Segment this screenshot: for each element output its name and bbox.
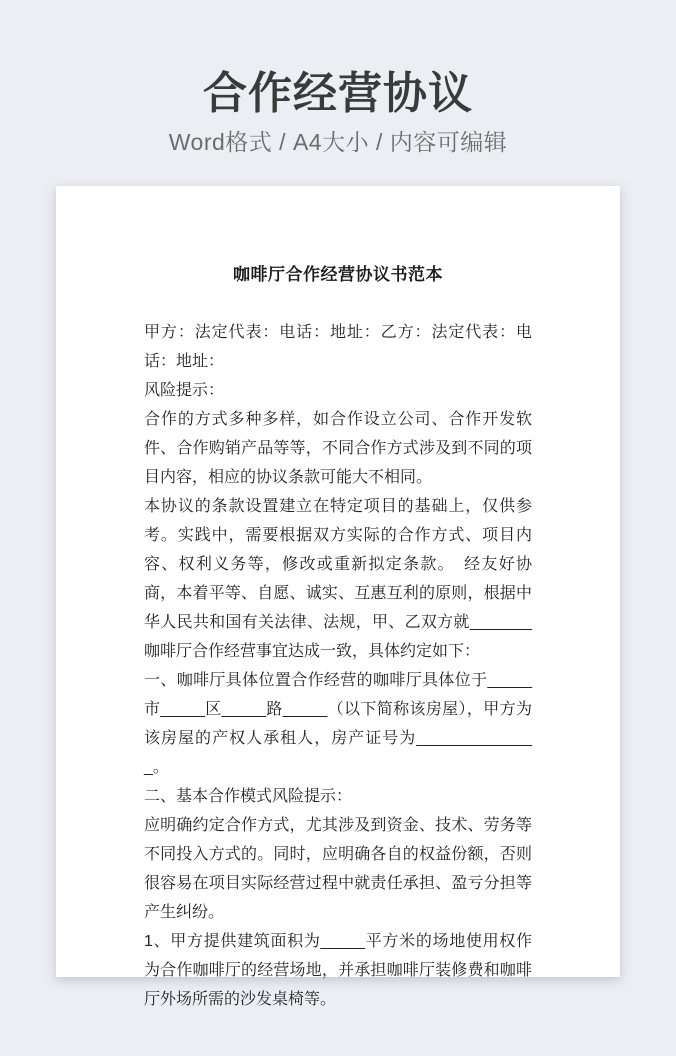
- document-body: [144, 318, 532, 1014]
- header: [0, 0, 676, 156]
- document-paragraph: 一、咖啡厅具体位置合作经营的咖啡厅具体位于_____市_____区_____路_____（以下简称该房屋），甲方为该房屋的产权人承租人，房产证号为______________。: [144, 672, 532, 776]
- document-paragraph: 甲方：法定代表：电话：地址：乙方：法定代表：电话：地址：: [144, 324, 532, 370]
- document-page: [56, 186, 620, 1008]
- document-title: 咖啡厅合作经营协议书范本: [233, 265, 443, 284]
- document-paragraph: 合作的方式多种多样，如合作设立公司、合作开发软件、合作购销产品等等，不同合作方式涉及到不同的项目内容，相应的协议条款可能大不相同。: [144, 411, 532, 486]
- document-paragraph: 1、甲方提供建筑面积为_____平方米的场地使用权作为合作咖啡厅的经营场地，并承担咖啡厅装修费和咖啡厅外场所需的沙发桌椅等。: [144, 933, 532, 1008]
- document-paragraph: 二、基本合作模式风险提示：: [144, 788, 353, 805]
- document-paragraph: 应明确约定合作方式，尤其涉及到资金、技术、劳务等不同投入方式的。同时，应明确各自的权益份额，否则很容易在项目实际经营过程中就责任承担、盈亏分担等产生纠纷。: [144, 817, 532, 921]
- page-title: 合作经营协议: [203, 69, 473, 118]
- document-paragraph: 风险提示：: [144, 382, 225, 399]
- document-paragraph: 本协议的条款设置建立在特定项目的基础上，仅供参考。实践中，需要根据双方实际的合作方式、项目内容、权利义务等，修改或重新拟定条款。 经友好协商，本着平等、自愿、诚实、互惠互利的原则，根据中华人民共和国有关法律、法规，甲、乙双方就_______咖啡厅合作经营事宜达成一致，具体约定如下：: [144, 498, 532, 660]
- page-subtitle: Word格式 / A4大小 / 内容可编辑: [168, 129, 508, 155]
